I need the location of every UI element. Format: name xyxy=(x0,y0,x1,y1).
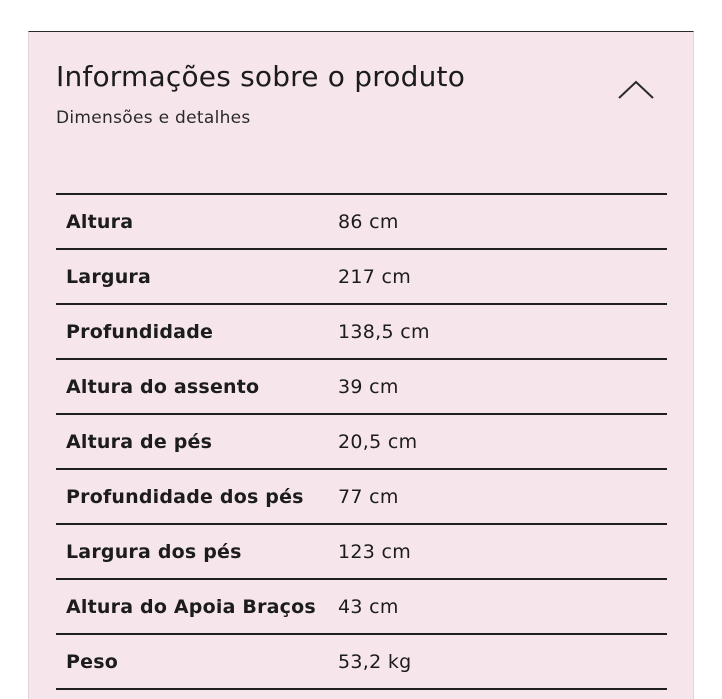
spec-label: Largura dos pés xyxy=(66,540,242,563)
spec-value: 53,2 kg xyxy=(338,650,412,673)
spec-label: Profundidade xyxy=(66,320,214,343)
spec-label: Largura xyxy=(66,265,152,288)
spec-value: 77 cm xyxy=(338,485,399,508)
spec-row-largura xyxy=(56,250,667,305)
spec-value: 39 cm xyxy=(338,375,399,398)
spec-row-profundidade xyxy=(56,305,667,360)
product-info-panel xyxy=(28,31,694,699)
collapse-button[interactable] xyxy=(615,76,657,104)
spec-row-largura-pes xyxy=(56,525,667,580)
spec-value: 217 cm xyxy=(338,265,412,288)
spec-row-peso xyxy=(56,635,667,690)
spec-row-altura-pes xyxy=(56,415,667,470)
spec-label: Peso xyxy=(66,650,118,673)
spec-label: Altura de pés xyxy=(66,430,213,453)
spec-value: 123 cm xyxy=(338,540,412,563)
spec-value: 86 cm xyxy=(338,210,399,233)
section-title: Informações sobre o produto xyxy=(56,60,466,93)
spec-row-altura xyxy=(56,195,667,250)
spec-label: Altura do Apoia Braços xyxy=(66,595,316,618)
spec-row-altura-assento xyxy=(56,360,667,415)
specs-table xyxy=(56,193,667,690)
spec-value: 138,5 cm xyxy=(338,320,430,343)
spec-value: 43 cm xyxy=(338,595,399,618)
spec-label: Altura do assento xyxy=(66,375,260,398)
spec-label: Profundidade dos pés xyxy=(66,485,304,508)
spec-label: Altura xyxy=(66,210,134,233)
spec-row-altura-apoia-bracos xyxy=(56,580,667,635)
chevron-up-icon xyxy=(615,76,657,104)
section-subtitle: Dimensões e detalhes xyxy=(56,108,251,128)
spec-row-profundidade-pes xyxy=(56,470,667,525)
spec-value: 20,5 cm xyxy=(338,430,418,453)
